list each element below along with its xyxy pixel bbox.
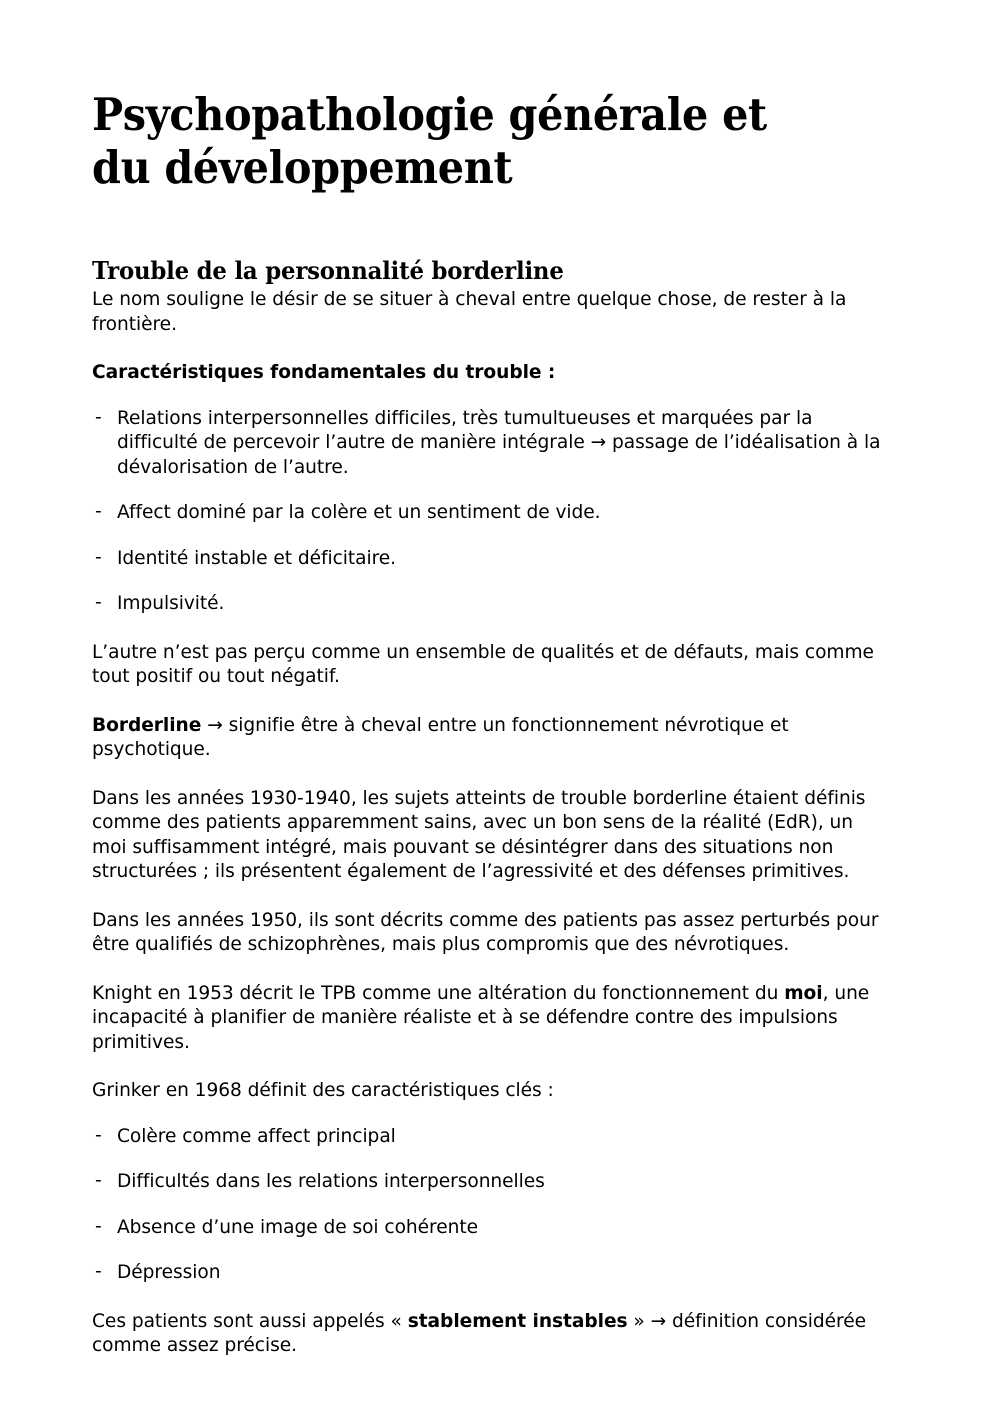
paragraph-borderline-definition <box>92 714 892 763</box>
list-item-text: Impulsivité. <box>117 593 225 614</box>
knight-text-after: , une incapacité à planifier de manière réaliste et à se défendre contre des impulsions primitives. <box>92 982 870 1053</box>
arrow-icon: → <box>650 1310 667 1332</box>
dash-bullet-icon: - <box>95 1215 102 1237</box>
page-title: Psychopathologie générale et du développement <box>92 88 767 194</box>
dash-bullet-icon: - <box>95 1124 102 1146</box>
borderline-definition-text: signifie être à cheval entre un fonctionnement névrotique et psychotique. <box>92 714 789 760</box>
paragraph-other-perception: L’autre n’est pas perçu comme un ensemble de qualités et de défauts, mais comme tout positif ou tout négatif. <box>92 641 874 687</box>
arrow-icon: → <box>590 432 607 453</box>
dash-bullet-icon: - <box>95 406 102 428</box>
paragraph-1930-1940: Dans les années 1930-1940, les sujets atteints de trouble borderline étaient définis comme des patients apparemment sains, avec un bon sens de la réalité (EdR), un moi suffisamment intégré, mais pouvant se désintégrer dans des situations non structurées ; ils présentent également de l’agressivité et des défenses primitives. <box>92 787 866 882</box>
moi-term: moi <box>784 982 823 1004</box>
list-item <box>92 592 893 617</box>
section-heading: Trouble de la personnalité borderline <box>92 256 564 285</box>
list-item-text: Colère comme affect principal <box>117 1125 396 1147</box>
list-item <box>92 1216 893 1241</box>
knight-text-before: Knight en 1953 décrit le TPB comme une altération du fonctionnement du <box>92 982 785 1004</box>
stablement-instables-term: stablement instables <box>407 1310 628 1332</box>
features-list <box>92 407 893 617</box>
list-item-text-cont: passage de l’idéalisation à la dévalorisation de l’autre. <box>117 432 881 478</box>
section-lead-paragraph: Le nom souligne le désir de se situer à cheval entre quelque chose, de rester à la frontière. <box>92 289 847 335</box>
dash-bullet-icon: - <box>95 501 102 522</box>
list-item-text: Affect dominé par la colère et un sentiment de vide. <box>117 502 601 523</box>
dash-bullet-icon: - <box>95 546 102 568</box>
list-item <box>92 547 893 572</box>
paragraph-conclusion <box>92 1310 892 1359</box>
grinker-list <box>92 1125 893 1286</box>
conclusion-text-after: définition considérée comme assez précise. <box>92 1310 866 1356</box>
list-item <box>92 1125 893 1150</box>
conclusion-text-middle: » <box>627 1310 651 1332</box>
paragraph-knight-1953 <box>92 982 892 1056</box>
list-item <box>92 407 893 481</box>
dash-bullet-icon: - <box>95 1170 102 1191</box>
list-item <box>92 1261 893 1286</box>
borderline-term: Borderline <box>92 714 202 736</box>
paragraph-grinker-intro: Grinker en 1968 définit des caractéristiques clés : <box>92 1080 554 1101</box>
list-item <box>92 1170 893 1195</box>
list-item-text: Difficultés dans les relations interpersonnelles <box>117 1171 545 1192</box>
dash-bullet-icon: - <box>95 1261 102 1282</box>
list-item <box>92 501 893 526</box>
features-heading: Caractéristiques fondamentales du trouble : <box>92 362 556 383</box>
list-item-text: Relations interpersonnelles difficiles, très tumultueuses et marquées par la difficulté de percevoir l’autre de manière intégrale <box>117 407 813 453</box>
list-item-text: Dépression <box>117 1262 221 1283</box>
list-item-text: Absence d’une image de soi cohérente <box>117 1216 478 1238</box>
conclusion-text-before: Ces patients sont aussi appelés « <box>92 1310 408 1332</box>
paragraph-1950: Dans les années 1950, ils sont décrits comme des patients pas assez perturbés pour être qualifiés de schizophrènes, mais plus compromis que des névrotiques. <box>92 909 879 955</box>
dash-bullet-icon: - <box>95 592 102 613</box>
arrow-icon: → <box>207 714 223 736</box>
list-item-text: Identité instable et déficitaire. <box>117 547 397 569</box>
